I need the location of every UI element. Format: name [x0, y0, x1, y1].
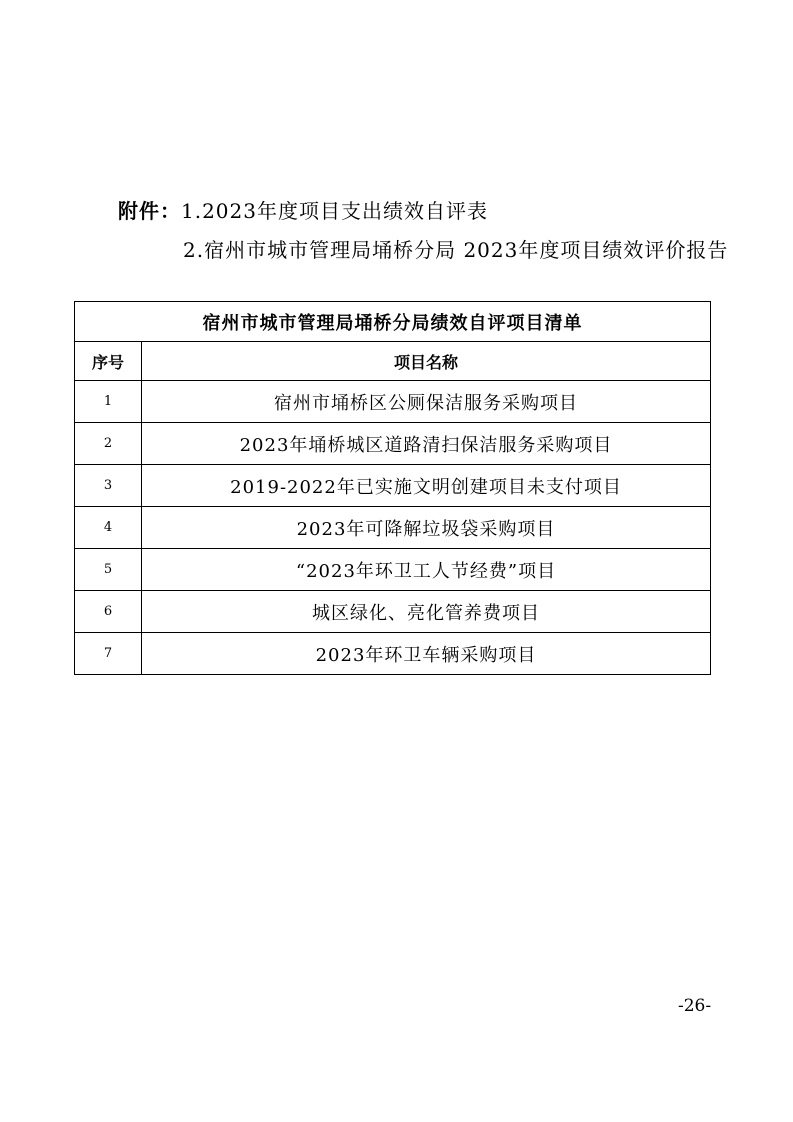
- header-project-name: 项目名称: [142, 342, 711, 381]
- table-header-row: [75, 342, 711, 381]
- attachment-line-1: [118, 199, 488, 223]
- row-number: 3: [75, 465, 142, 507]
- row-project-name: 2023年环卫车辆采购项目: [142, 633, 711, 675]
- table-title: 宿州市城市管理局埇桥分局绩效自评项目清单: [75, 302, 711, 342]
- table-title-row: [75, 302, 711, 342]
- table-row: [75, 423, 711, 465]
- table-row: [75, 549, 711, 591]
- attachment-item-1: 1.2023年度项目支出绩效自评表: [181, 199, 488, 223]
- header-serial-number: 序号: [75, 342, 142, 381]
- row-number: 1: [75, 381, 142, 423]
- attachment-label: 附件：: [118, 199, 181, 223]
- table-row: [75, 381, 711, 423]
- row-project-name: 城区绿化、亮化管养费项目: [142, 591, 711, 633]
- attachment-line-2: [183, 238, 728, 262]
- row-number: 4: [75, 507, 142, 549]
- row-project-name: 2023年可降解垃圾袋采购项目: [142, 507, 711, 549]
- attachment-item-2: 2.宿州市城市管理局埇桥分局 2023年度项目绩效评价报告: [183, 238, 729, 262]
- row-number: 2: [75, 423, 142, 465]
- table-row: [75, 507, 711, 549]
- table-row: [75, 591, 711, 633]
- row-number: 7: [75, 633, 142, 675]
- table-row: [75, 465, 711, 507]
- page-number: -26-: [678, 996, 712, 1016]
- row-project-name: 2023年埇桥城区道路清扫保洁服务采购项目: [142, 423, 711, 465]
- project-list-table: [74, 301, 711, 675]
- row-number: 5: [75, 549, 142, 591]
- table-row: [75, 633, 711, 675]
- row-project-name: 宿州市埇桥区公厕保洁服务采购项目: [142, 381, 711, 423]
- row-number: 6: [75, 591, 142, 633]
- row-project-name: “2023年环卫工人节经费”项目: [142, 549, 711, 591]
- row-project-name: 2019-2022年已实施文明创建项目未支付项目: [142, 465, 711, 507]
